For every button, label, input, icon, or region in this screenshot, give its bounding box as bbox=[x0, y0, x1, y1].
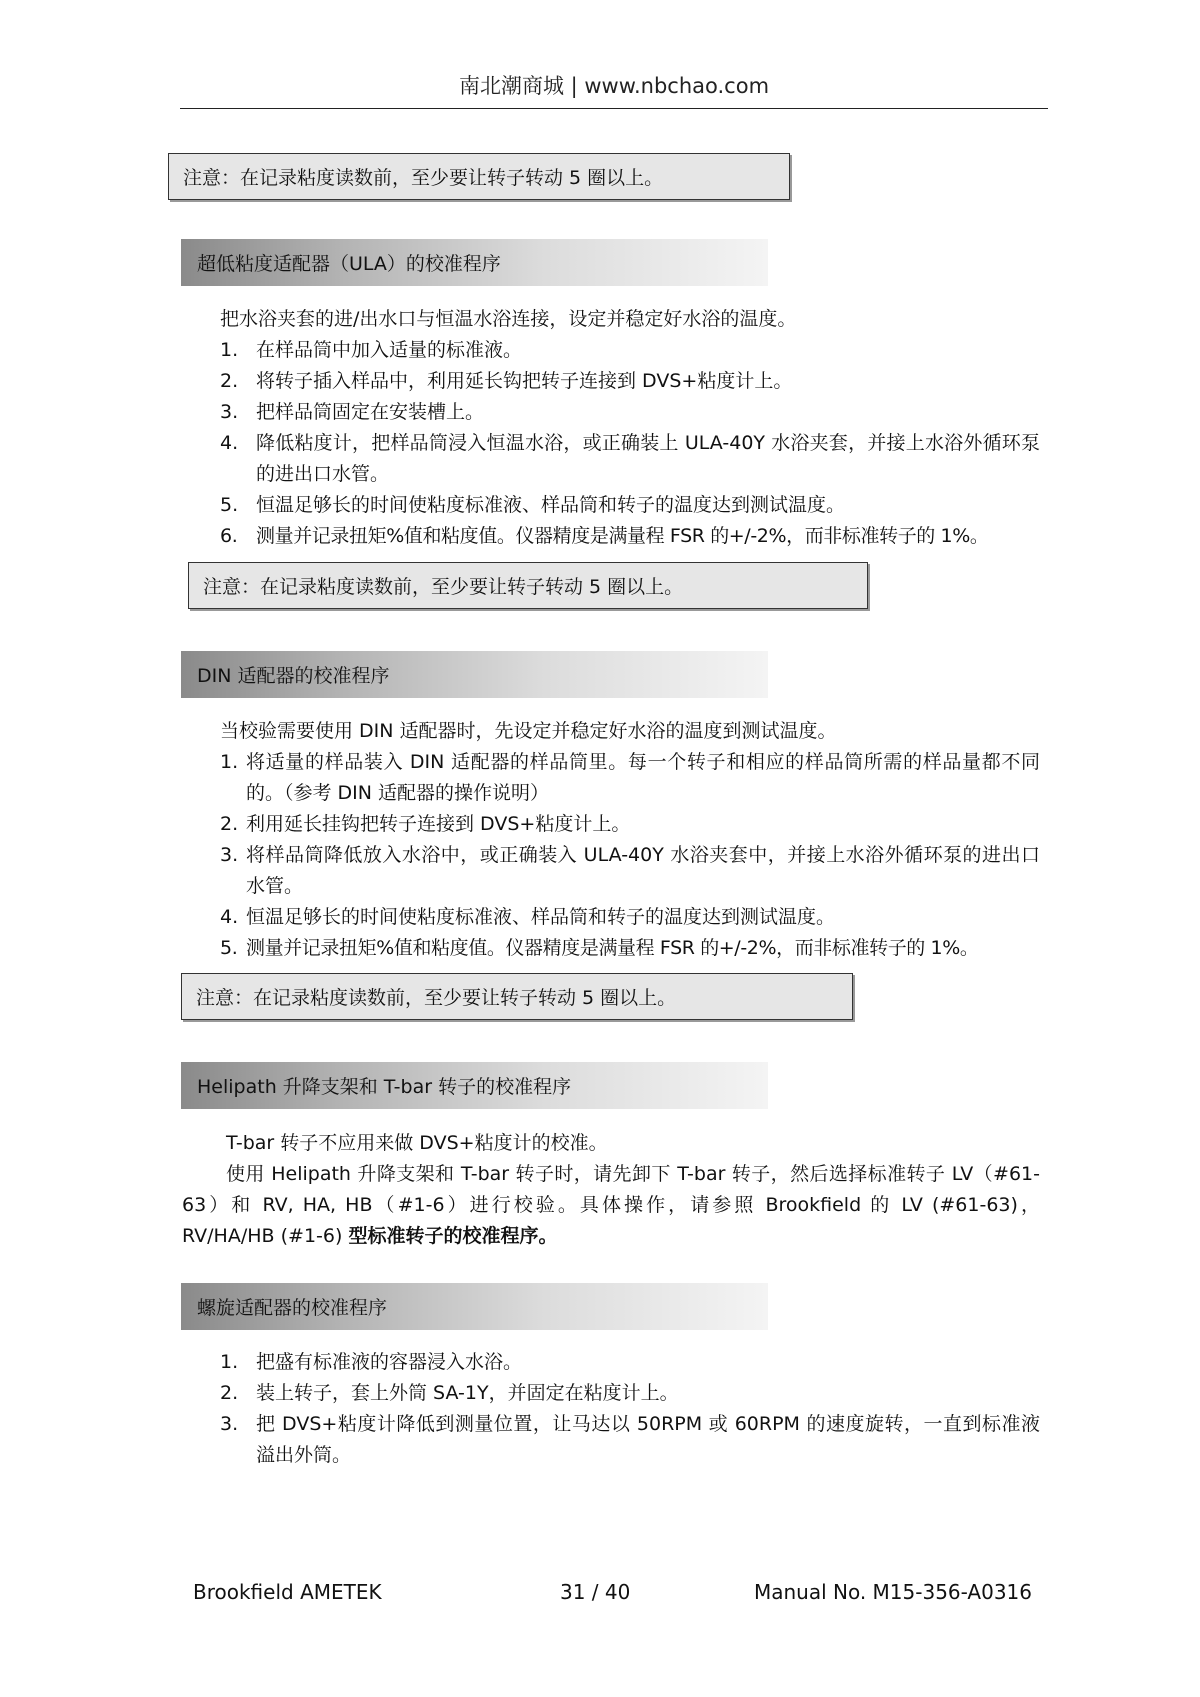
ula-steps-list bbox=[220, 335, 1040, 552]
list-item: 6. 测量并记录扭矩%值和粘度值。仪器精度是满量程 FSR 的+/-2%，而非标准转子的 1%。 bbox=[220, 525, 989, 547]
note-box-2 bbox=[188, 562, 868, 609]
footer-manual-number: Manual No. M15-356-A0316 bbox=[753, 1580, 1032, 1604]
list-item: 2. 装上转子，套上外筒 SA-1Y，并固定在粘度计上。 bbox=[220, 1382, 679, 1404]
header-divider bbox=[180, 108, 1048, 109]
list-item: 4. 降低粘度计，把样品筒浸入恒温水浴，或正确装上 ULA-40Y 水浴夹套，并接上水浴外循环泵的进出口水管。 bbox=[220, 432, 1040, 485]
footer-left: Brookfield AMETEK bbox=[193, 1580, 382, 1604]
section-title-helipath: Helipath 升降支架和 T-bar 转子的校准程序 bbox=[181, 1062, 768, 1109]
list-item: 1. 把盛有标准液的容器浸入水浴。 bbox=[220, 1351, 523, 1373]
list-item: 3. 把样品筒固定在安装槽上。 bbox=[220, 401, 485, 423]
note-box-1 bbox=[168, 153, 790, 200]
list-item: 2. 将转子插入样品中，利用延长钩把转子连接到 DVS+粘度计上。 bbox=[220, 370, 793, 392]
section-title-din: DIN 适配器的校准程序 bbox=[181, 651, 768, 698]
spiral-steps-list bbox=[220, 1347, 1040, 1471]
section-title-ula: 超低粘度适配器（ULA）的校准程序 bbox=[181, 239, 768, 286]
din-intro: 当校验需要使用 DIN 适配器时，先设定并稳定好水浴的温度到测试温度。 bbox=[220, 720, 837, 742]
list-item: 4. 恒温足够长的时间使粘度标准液、样品筒和转子的温度达到测试温度。 bbox=[220, 906, 836, 928]
note-box-3 bbox=[181, 973, 853, 1020]
ula-intro: 把水浴夹套的进/出水口与恒温水浴连接，设定并稳定好水浴的温度。 bbox=[220, 308, 797, 330]
note-text: 注意：在记录粘度读数前，至少要让转子转动 5 圈以上。 bbox=[196, 987, 677, 1009]
list-item: 2. 利用延长挂钩把转子连接到 DVS+粘度计上。 bbox=[220, 813, 631, 835]
list-item: 3. 将样品筒降低放入水浴中，或正确装入 ULA-40Y 水浴夹套中，并接上水浴外循环泵的进出口水管。 bbox=[220, 844, 1040, 897]
din-steps-list bbox=[220, 747, 1040, 964]
note-text: 注意：在记录粘度读数前，至少要让转子转动 5 圈以上。 bbox=[183, 167, 664, 189]
list-item: 5. 恒温足够长的时间使粘度标准液、样品筒和转子的温度达到测试温度。 bbox=[220, 494, 846, 516]
helipath-para-2: 使用 Helipath 升降支架和 T-bar 转子时，请先卸下 T-bar 转子，然后选择标准转子 LV（#61-63）和 RV, HA, HB（#1-6）进行校验。具体操作，请参照 Brookfield 的 LV (#61-63)，RV/HA/HB (#1-6) 型标准转子的校准程序。 bbox=[182, 1163, 1040, 1247]
list-item: 1. 在样品筒中加入适量的标准液。 bbox=[220, 339, 523, 361]
page-header: 南北潮商城 | www.nbchao.com bbox=[458, 74, 770, 98]
list-item: 5. 测量并记录扭矩%值和粘度值。仪器精度是满量程 FSR 的+/-2%，而非标准转子的 1%。 bbox=[220, 937, 979, 959]
section-title-spiral: 螺旋适配器的校准程序 bbox=[181, 1283, 768, 1330]
list-item: 1. 将适量的样品装入 DIN 适配器的样品筒里。每一个转子和相应的样品筒所需的样品量都不同的。（参考 DIN 适配器的操作说明） bbox=[220, 751, 1040, 804]
list-item: 3. 把 DVS+粘度计降低到测量位置，让马达以 50RPM 或 60RPM 的速度旋转，一直到标准液溢出外筒。 bbox=[220, 1413, 1040, 1466]
note-text: 注意：在记录粘度读数前，至少要让转子转动 5 圈以上。 bbox=[203, 576, 684, 598]
footer-page-number: 31 / 40 bbox=[560, 1580, 631, 1604]
helipath-para-1: T-bar 转子不应用来做 DVS+粘度计的校准。 bbox=[226, 1132, 608, 1154]
